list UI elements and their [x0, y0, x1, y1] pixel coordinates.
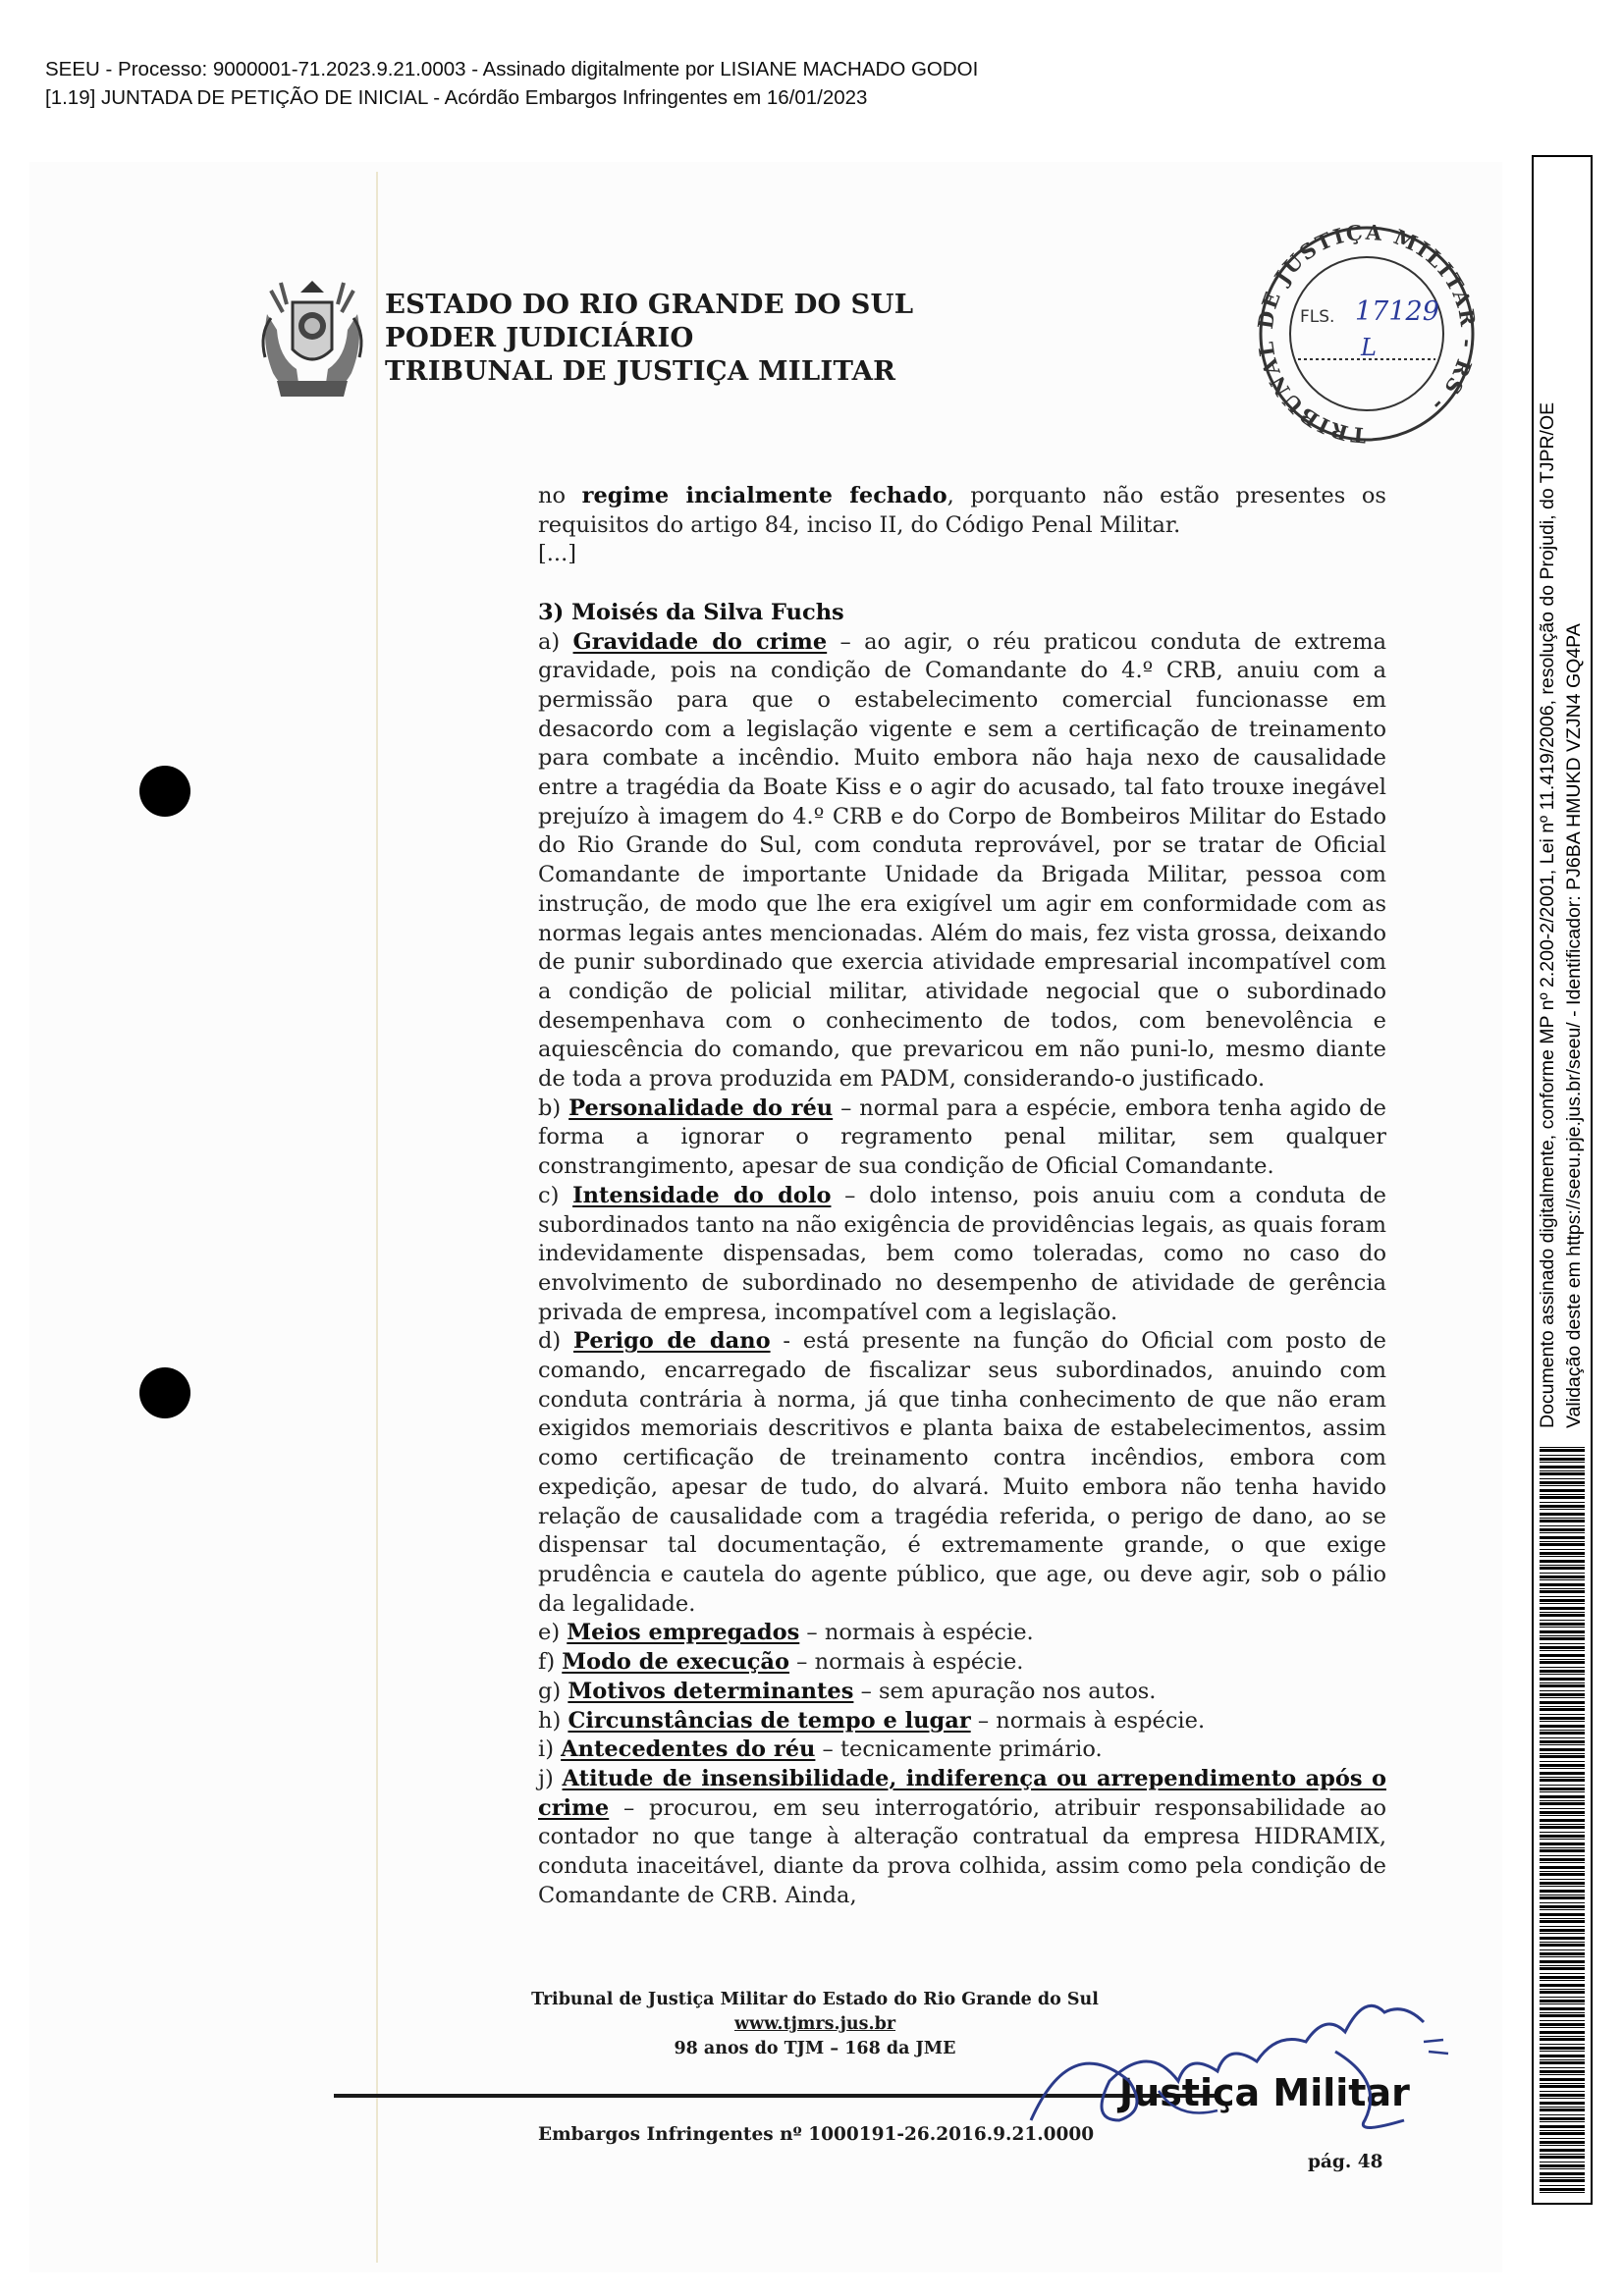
- letterhead: [385, 288, 913, 388]
- document-body: [538, 482, 1386, 1910]
- validation-text: [1535, 172, 1590, 1428]
- fold-line: [376, 172, 378, 2263]
- case-number: Embargos Infringentes nº 1000191-26.2016.9.21.0000: [538, 2124, 1095, 2145]
- letterhead-state: ESTADO DO RIO GRANDE DO SUL: [385, 289, 914, 320]
- validation-url-identifier: Validação deste em https://seeu.pje.jus.br/seeu/ - Identificador: PJ6BA HMUKD VZJN4 GQ4PA: [1563, 623, 1585, 1428]
- process-header: [45, 55, 1106, 112]
- process-event-line: [1.19] JUNTADA DE PETIÇÃO DE INICIAL - Acórdão Embargos Infringentes em 16/01/2023: [45, 86, 868, 109]
- footer-website: www.tjmrs.jus.br: [733, 2014, 896, 2034]
- item-c: c) Intensidade do dolo – dolo intenso, pois anuiu com a conduta de subordinados tanto na não exigência de providências legais, as quais foram indevidamente dispensadas, bem como toleradas, como no caso do envolvimento de subordinado no desempenho de atividade de gerência privada de empresa, incompatível com a legislação.: [538, 1182, 1386, 1325]
- item-b: b) Personalidade do réu – normal para a espécie, embora tenha agido de forma a ignorar o regramento penal militar, sem qualquer constrangimento, apesar de sua condição de Oficial Comandante.: [538, 1095, 1387, 1180]
- handwritten-signature: [1011, 1973, 1473, 2140]
- punch-hole-bottom: [139, 1367, 190, 1418]
- punch-hole-top: [139, 766, 190, 817]
- section-title: 3) Moisés da Silva Fuchs: [538, 599, 844, 625]
- intro-paragraph: no regime incialmente fechado, porquanto não estão presentes os requisitos do artigo 84, inciso II, do Código Penal Militar.: [538, 483, 1386, 538]
- process-signature-line: SEEU - Processo: 9000001-71.2023.9.21.0003 - Assinado digitalmente por LISIANE MACHADO GODOI: [45, 58, 979, 80]
- item-e: e) Meios empregados – normais à espécie.: [538, 1620, 1034, 1646]
- item-f: f) Modo de execução – normais à espécie.: [538, 1649, 1024, 1676]
- folio-stamp: [1239, 218, 1494, 454]
- item-d: d) Perigo de dano - está presente na função do Oficial com posto de comando, encarregado de fiscalizar seus subordinados, anuindo com conduta contrária à norma, já que tinha conhecimento de que não eram exigidos memoriais descritivos e planta baixa de estabelecimentos, assim como certificação de treinamento contra incêndios, embora com expedição, apesar de tudo, do alvará. Muito embora não tenha havido relação de causalidade com a tragédia referida, o perigo de dano, ao se dispensar tal documentação, é extremamente grande, o que exige prudência e cautela do agente público, que age, ou deve agir, sob o pálio da legalidade.: [538, 1328, 1386, 1617]
- stamp-fls-label: FLS.: [1300, 307, 1335, 327]
- page-number: pág. 48: [1308, 2152, 1383, 2172]
- letterhead-judiciary: PODER JUDICIÁRIO: [385, 322, 694, 353]
- item-j: j) Atitude de insensibilidade, indiferença ou arrependimento após o crime – procurou, em seu interrogatório, atribuir responsabilidade ao contador no que tange à alteração contratual da empresa HIDRAMIX, conduta inaceitável, diante da prova colhida, assim como pela condição de Comandante de CRB. Ainda,: [538, 1765, 1386, 1908]
- stamp-initial: L: [1361, 334, 1377, 361]
- ellipsis: [...]: [538, 541, 577, 567]
- stamp-fls-value: 17129: [1355, 296, 1439, 327]
- footer-anniversary: 98 anos do TJM – 168 da JME: [674, 2039, 956, 2058]
- footer-brand: Justiça Militar: [1119, 2071, 1410, 2114]
- stamp-ring-text: TRIBUNAL DE JUSTIÇA MILITAR - RS -: [1252, 219, 1482, 449]
- coat-of-arms-icon: [257, 275, 367, 404]
- footer-court: Tribunal de Justiça Militar do Estado do Rio Grande do Sul: [531, 1990, 1099, 2009]
- letterhead-court: TRIBUNAL DE JUSTIÇA MILITAR: [385, 355, 896, 387]
- item-h: h) Circunstâncias de tempo e lugar – normais à espécie.: [538, 1707, 1206, 1734]
- item-a: a) Gravidade do crime – ao agir, o réu praticou conduta de extrema gravidade, pois na condição de Comandante do 4.º CRB, anuiu com a permissão para que o estabelecimento comercial funcionasse em desacordo com a legislação vigente e sem a certificação de treinamento para combate a incêndio. Muito embora não haja nexo de causalidade entre a tragédia da Boate Kiss e o agir do acusado, tal fato trouxe inegável prejuízo à imagem do 4.º CRB e do Corpo de Bombeiros Militar do Estado do Rio Grande do Sul, com conduta reprovável, por se tratar de Oficial Comandante de importante Unidade da Brigada Militar, pessoa com instrução, de modo que lhe era exigível um agir em conformidade com as normas legais antes mencionadas. Além do mais, fez vista grossa, deixando de punir subordinado que exercia atividade empresarial incompatível com a condição de policial militar, atividade negocial que o subordinado desempenhava com o conhecimento de todos, com benevolência e aquiescência do comando, que prevaricou em não puni-lo, mesmo diante de toda a prova produzida em PADM, considerando-o justificado.: [538, 628, 1386, 1093]
- validation-signature-notice: Documento assinado digitalmente, conforme MP nº 2.200-2/2001, Lei nº 11.419/2006, resolução do Projudi, do TJPR/OE: [1537, 401, 1558, 1428]
- barcode-icon: [1536, 1443, 1589, 2197]
- item-g: g) Motivos determinantes – sem apuração nos autos.: [538, 1678, 1157, 1704]
- item-i: i) Antecedentes do réu – tecnicamente primário.: [538, 1736, 1103, 1763]
